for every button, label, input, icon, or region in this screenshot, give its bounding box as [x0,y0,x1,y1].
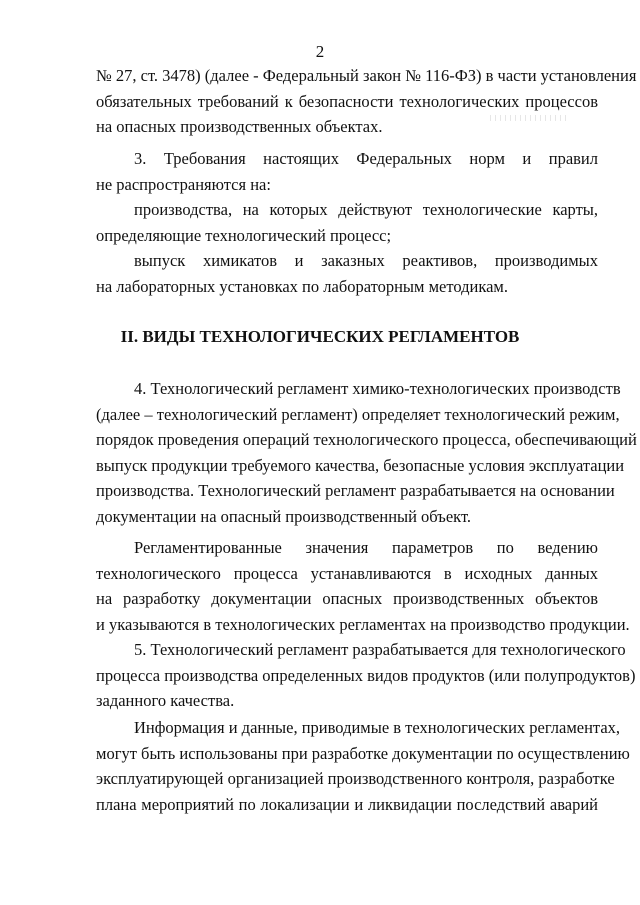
text-line: производства. Технологический регламент разрабатывается на основании [96,481,615,500]
text-line: производства, на которых действуют технологические карты, [134,200,598,219]
paragraph-4 [96,376,637,529]
section-heading: II. ВИДЫ ТЕХНОЛОГИЧЕСКИХ РЕГЛАМЕНТОВ [120,327,520,346]
text-line: выпуск продукции требуемого качества, безопасные условия эксплуатации [96,455,625,475]
text-line: могут быть использованы при разработке документации по осуществлению [96,743,630,763]
text-line: процесса производства определенных видов продуктов (или полупродуктов) [96,665,636,685]
text-line: обязательных требований к безопасности технологических процессов [96,91,598,111]
intro-paragraph [96,63,637,140]
text-line: плана мероприятий по локализации и ликвидации последствий аварий [96,794,598,814]
text-line: документации на опасный производственный объект. [96,506,472,526]
text-line: заданного качества. [96,691,235,710]
paragraph-3b [96,248,598,299]
text-line: на опасных производственных объектах. [96,117,383,136]
text-line: эксплуатирующей организацией производственного контроля, разработке [96,769,615,788]
text-line: 3. Требования настоящих Федеральных норм и правил [134,149,598,168]
text-line: выпуск химикатов и заказных реактивов, производимых [134,251,598,270]
paragraph-3 [96,146,598,197]
text-line: Информация и данные, приводимые в технологических регламентах, [134,718,621,737]
text-line: технологического процесса устанавливаются в исходных данных [96,563,598,583]
paragraph-5b [96,715,630,817]
paragraph-4b [96,535,630,637]
paragraph-5 [96,637,636,714]
page-number: 2 [315,42,325,61]
text-line: 4. Технологический регламент химико-технологических производств [134,379,621,398]
text-line: Регламентированные значения параметров по ведению [134,538,598,557]
text-line: 5. Технологический регламент разрабатывается для технологического [134,640,626,659]
text-line: на разработку документации опасных производственных объектов [96,589,598,608]
text-line: и указываются в технологических регламентах на производство продукции. [96,614,630,634]
text-line: не распространяются на: [96,174,271,194]
text-line: порядок проведения операций технологического процесса, обеспечивающий [96,430,637,449]
text-line: определяющие технологический процесс; [96,225,392,245]
text-line: (далее – технологический регламент) определяет технологический режим, [96,404,620,424]
text-line: на лабораторных установках по лабораторным методикам. [96,276,509,296]
text-line: № 27, ст. 3478) (далее - Федеральный закон № 116-ФЗ) в части установления [96,66,637,85]
paragraph-3a [96,197,598,248]
